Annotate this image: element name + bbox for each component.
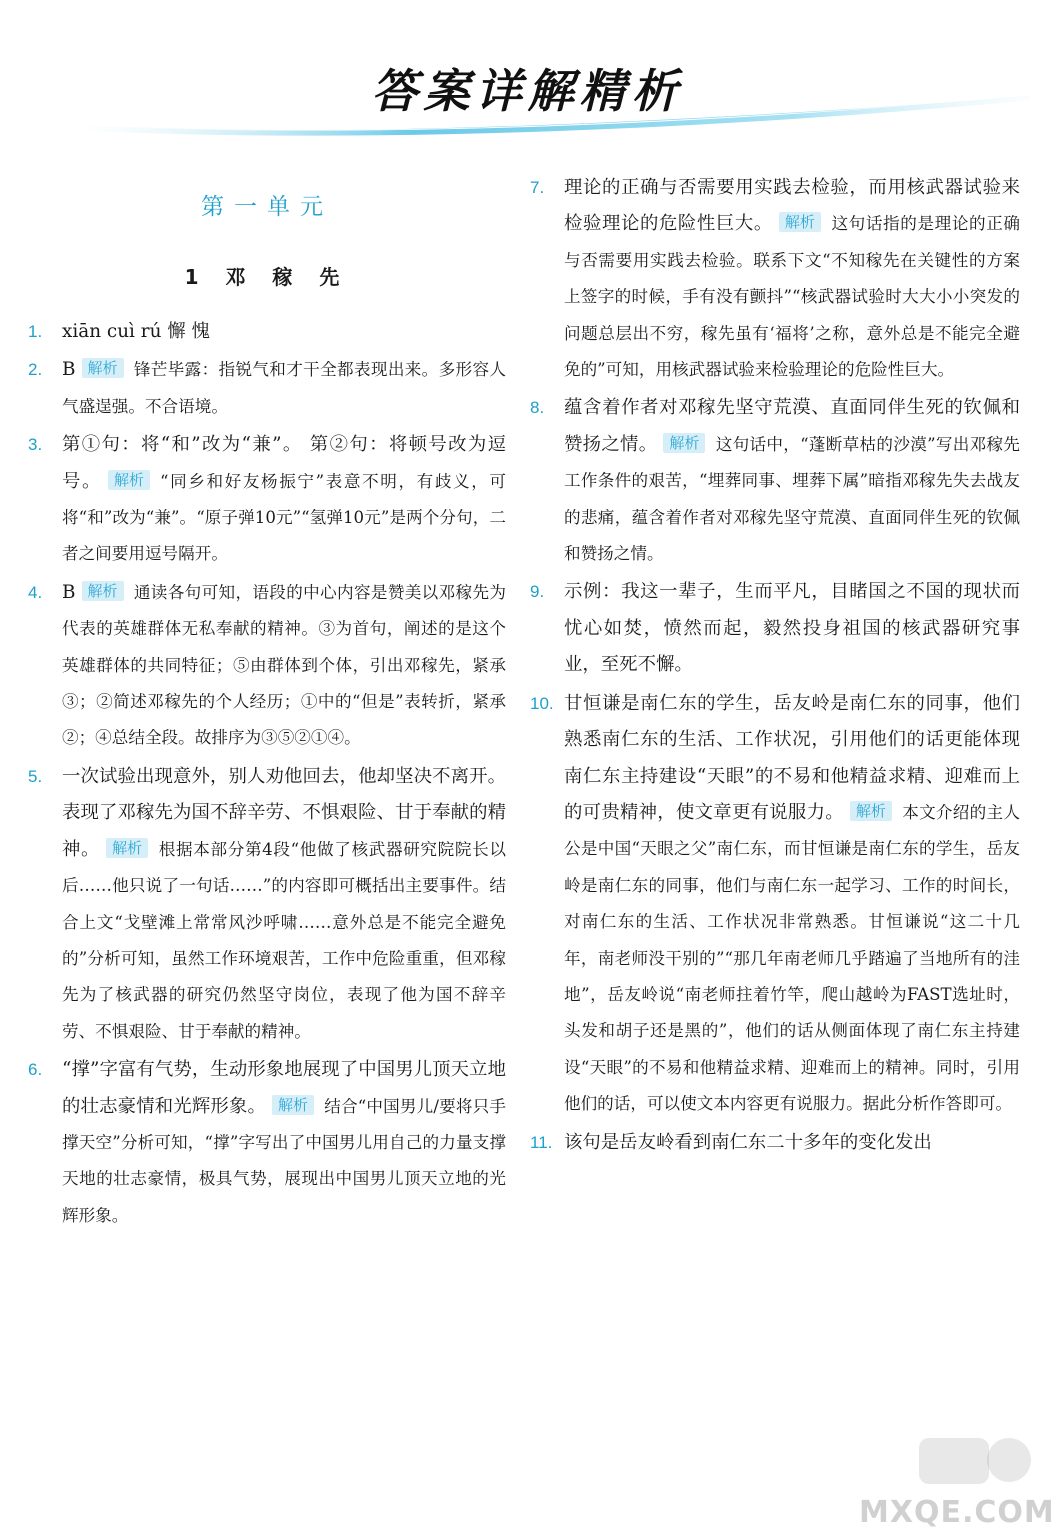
item-answer: “撑”字富有气势，生动形象地展现了中国男儿顶天立地的壮志豪情和光辉形象。 xyxy=(62,1059,506,1117)
item-answer: xiān cuì rú 懈 愧 xyxy=(62,321,210,342)
item-number: 5. xyxy=(28,766,43,786)
analysis-tag: 解析 xyxy=(779,212,821,232)
answer-item xyxy=(28,575,506,757)
answer-item xyxy=(28,314,506,350)
analysis-tag: 解析 xyxy=(82,581,124,601)
answer-item xyxy=(530,170,1020,388)
page-header xyxy=(0,0,1055,150)
item-number: 1. xyxy=(28,322,43,341)
item-explanation: 通读各句可知，语段的中心内容是赞美以邓稼先为代表的英雄群体无私奉献的精神。③为首句，阐述的是这个英雄群体的共同特征；⑤由群体到个体，引出邓稼先，紧承③；②简述邓稼先的个人经历；①中的“但是”表转折，紧承②；④总结全段。故排序为③⑤②①④。 xyxy=(62,582,506,748)
item-answer: 甘恒谦是南仁东的学生，岳友岭是南仁东的同事，他们熟悉南仁东的生活、工作状况，引用他们的话更能体现南仁东主持建设“天眼”的不易和他精益求精、迎难而上的可贵精神，使文章更有说服力。 xyxy=(564,692,1020,823)
item-answer: 示例：我这一辈子，生而平凡，目睹国之不国的现状而忧心如焚，愤然而起，毅然投身祖国的核武器研究事业，至死不懈。 xyxy=(564,581,1020,676)
analysis-tag: 解析 xyxy=(663,433,705,453)
answer-item xyxy=(530,390,1020,572)
item-answer: 第①句：将“和”改为“兼”。 第②句：将顿号改为逗号。 xyxy=(62,434,506,492)
item-number: 4. xyxy=(28,582,43,602)
item-number: 9. xyxy=(530,582,545,602)
item-explanation: 这句话中，“蓬断草枯的沙漠”写出邓稼先工作条件的艰苦，“埋葬同事、埋葬下属”暗指邓稼先失去战友的悲痛，蕴含着作者对邓稼先坚守荒漠、直面同伴生死的钦佩和赞扬之情。 xyxy=(564,434,1020,564)
item-answer: 理论的正确与否需要用实践去检验，而用核武器试验来检验理论的危险性巨大。 xyxy=(564,177,1020,235)
unit-title: 第一单元 xyxy=(201,194,333,220)
left-column xyxy=(28,170,506,1236)
analysis-tag: 解析 xyxy=(108,470,150,490)
item-number: 6. xyxy=(28,1060,43,1080)
answer-item xyxy=(28,1052,506,1234)
right-column xyxy=(530,170,1020,1163)
item-explanation: 这句话指的是理论的正确与否需要用实践去检验。联系下文“不知稼先在关键性的方案上签字的时候，手有没有颤抖”“核武器试验时大大小小突发的问题总层出不穷，稼先虽有‘福将’之称，意外总是不能完全避免的”可知，用核武器试验来检验理论的危险性巨大。 xyxy=(564,214,1020,380)
item-explanation: 根据本部分第4段“他做了核武器研究院院长以后……他只说了一句话……”的内容即可概括出主要事件。结合上文“戈壁滩上常常风沙呼啸……意外总是不能完全避免的”分析可知，虽然工作环境艰苦，工作中危险重重，但邓稼先为了核武器的研究仍然坚守岗位，表现了他为国不辞辛劳、不惧艰险、甘于奉献的精神。 xyxy=(62,839,506,1041)
item-answer: 蕴含着作者对邓稼先坚守荒漠、直面同伴生死的钦佩和赞扬之情。 xyxy=(564,397,1020,455)
item-number: 10. xyxy=(530,693,554,713)
item-explanation: “同乡和好友杨振宁”表意不明，有歧义，可将“和”改为“兼”。“原子弹10元”“氢弹10元”是两个分句，二者之间要用逗号隔开。 xyxy=(62,471,506,564)
item-answer: B xyxy=(62,359,76,381)
item-answer: B xyxy=(62,581,76,603)
item-explanation: 锋芒毕露：指锐气和才干全都表现出来。多形容人气盛逞强。不合语境。 xyxy=(62,360,506,416)
item-number: 8. xyxy=(530,398,545,418)
answer-item xyxy=(530,574,1020,683)
answer-item xyxy=(530,686,1020,1123)
item-number: 2. xyxy=(28,360,43,380)
analysis-tag: 解析 xyxy=(106,838,148,858)
answer-list-left xyxy=(28,314,506,1234)
page-title: 答案详解精析 xyxy=(371,64,684,118)
answer-item xyxy=(28,759,506,1050)
item-number: 11. xyxy=(530,1132,553,1152)
answer-item xyxy=(28,352,506,425)
watermark-text: MXQE.COM xyxy=(859,1495,1055,1530)
item-explanation: 本文介绍的主人公是中国“天眼之父”南仁东，而甘恒谦是南仁东的学生，岳友岭是南仁东的同事，他们与南仁东一起学习、工作的时间长，对南仁东的生活、工作状况非常熟悉。甘恒谦说“这二十几年，南老师没干别的”“那几年南老师几乎踏遍了当地所有的洼地”，岳友岭说“南老师拄着竹竿，爬山越岭为FAST选址时，头发和胡子还是黑的”，他们的话从侧面体现了南仁东主持建设“天眼”的不易和他精益求精、迎难而上的精神。同时，引用他们的话，可以使文本内容更有说服力。据此分析作答即可。 xyxy=(564,802,1020,1114)
analysis-tag: 解析 xyxy=(850,801,892,821)
item-number: 3. xyxy=(28,435,43,455)
analysis-tag: 解析 xyxy=(272,1095,314,1115)
item-answer: 该句是岳友岭看到南仁东二十多年的变化发出 xyxy=(564,1131,932,1153)
answer-item xyxy=(28,427,506,573)
watermark-logo xyxy=(859,1410,1055,1530)
lesson-title: 1 邓 稼 先 xyxy=(184,265,350,289)
item-number: 7. xyxy=(530,178,545,197)
item-answer: 一次试验出现意外，别人劝他回去，他却坚决不离开。表现了邓稼先为国不辞辛劳、不惧艰险、甘于奉献的精神。 xyxy=(62,765,506,860)
answer-item xyxy=(530,1125,1020,1161)
analysis-tag: 解析 xyxy=(82,358,124,378)
answer-list-right xyxy=(530,170,1020,1161)
item-explanation: 结合“中国男儿/要将只手撑天空”分析可知，“撑”字写出了中国男儿用自己的力量支撑天地的壮志豪情，极具气势，展现出中国男儿顶天立地的光辉形象。 xyxy=(62,1096,506,1225)
